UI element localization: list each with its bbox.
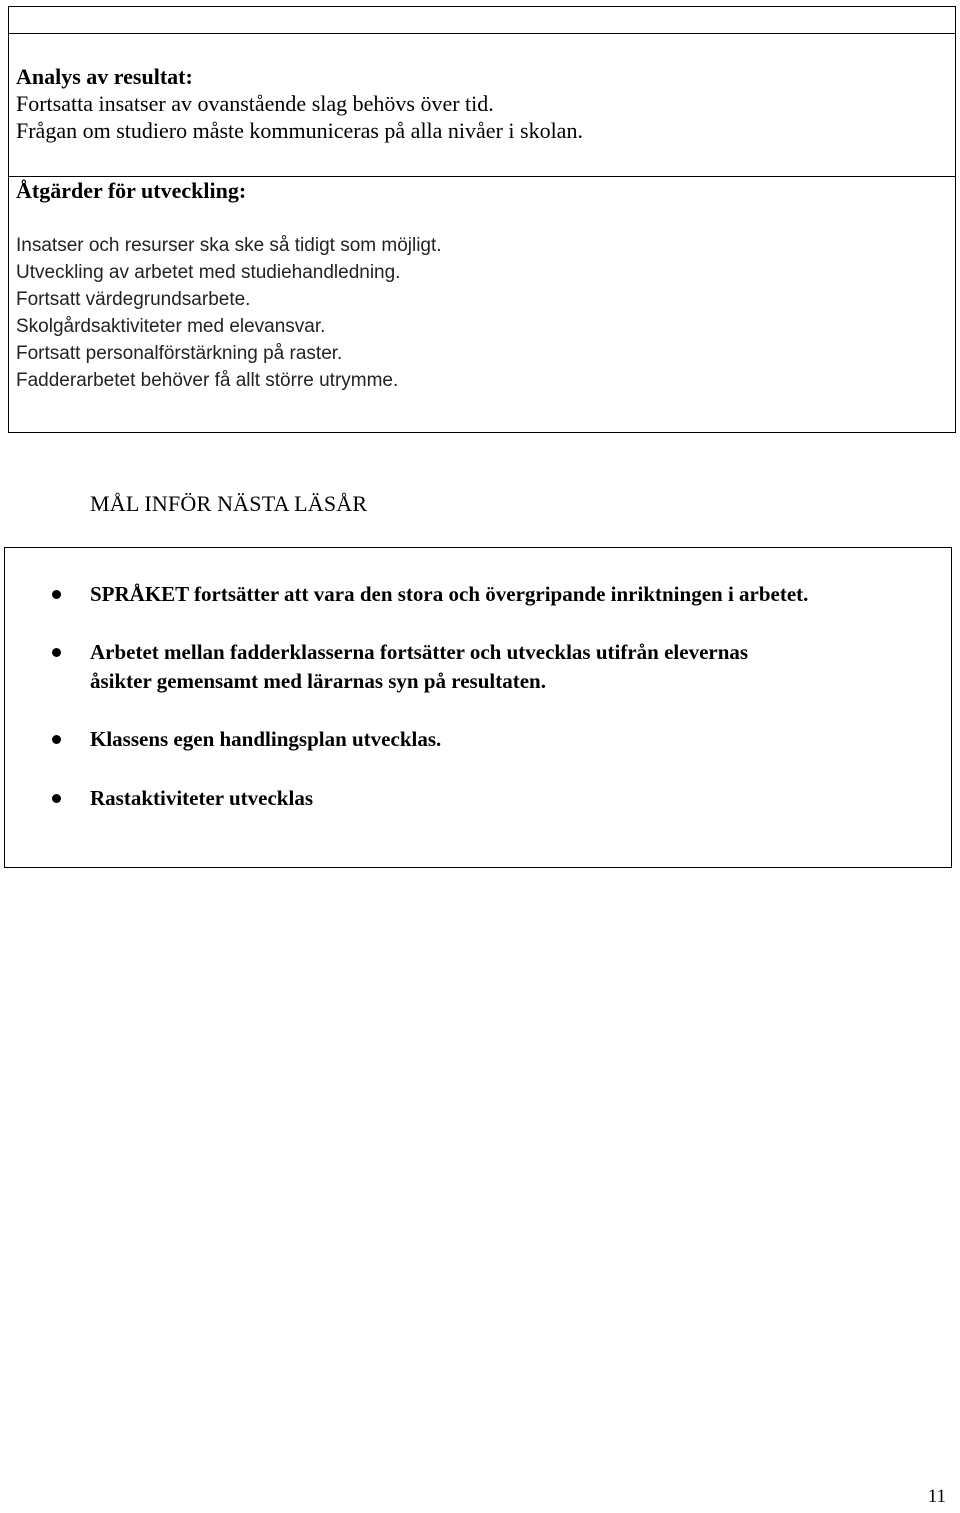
analysis-line: Frågan om studiero måste kommuniceras på alla nivåer i skolan. [16,118,583,143]
goal-item: Arbetet mellan fadderklasserna fortsätter och utvecklas utifrån elevernas [90,640,749,664]
bullet-icon [52,648,61,657]
actions-line: Fortsatt personalförstärkning på raster. [16,343,343,364]
table-top-row [8,6,956,34]
goal-item: Klassens egen handlingsplan utvecklas. [90,727,442,751]
bullet-icon [52,794,61,803]
actions-line: Fadderarbetet behöver få allt större utrymme. [16,370,399,391]
goal-item: SPRÅKET fortsätter att vara den stora och övergripande inriktningen i arbetet. [90,582,809,606]
analysis-line: Fortsatta insatser av ovanstående slag behövs över tid. [16,91,494,116]
bullet-icon [52,735,61,744]
goal-item-continuation: åsikter gemensamt med lärarnas syn på resultaten. [90,669,546,693]
actions-line: Insatser och resurser ska ske så tidigt som möjligt. [16,235,442,256]
analysis-heading: Analys av resultat: [16,64,193,89]
page-number: 11 [927,1486,946,1507]
actions-heading: Åtgärder för utveckling: [16,178,247,203]
bullet-icon [52,590,61,599]
actions-line: Fortsatt värdegrundsarbete. [16,289,251,310]
actions-line: Skolgårdsaktiviteter med elevansvar. [16,316,326,337]
actions-line: Utveckling av arbetet med studiehandledning. [16,262,401,283]
goal-item: Rastaktiviteter utvecklas [90,786,313,810]
goals-heading: MÅL INFÖR NÄSTA LÄSÅR [90,491,368,516]
